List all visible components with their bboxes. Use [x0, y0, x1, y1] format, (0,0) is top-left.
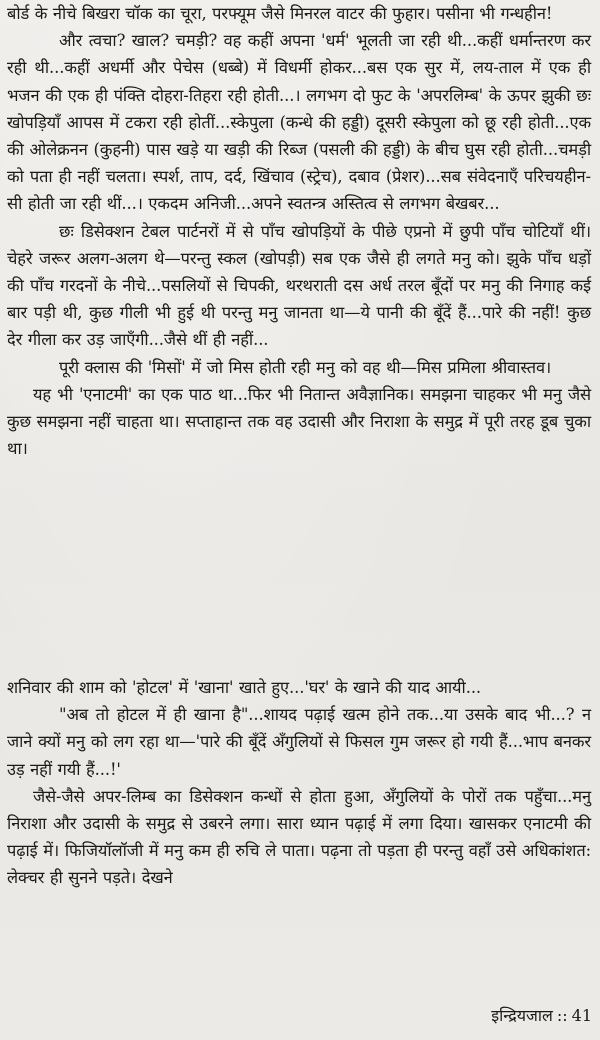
- page-number: 41: [571, 1006, 592, 1025]
- paragraph: "अब तो होटल में ही खाना है"...शायद पढ़ाई खत्म होने तक...या उसके बाद भी...? न जाने क्यों मनु को लग रहा था—'पारे की बूँदें अँगुलियों से फिसल गुम जरूर हो गयी हैं...भाप बनकर उड़ नहीं गयी हैं...!': [7, 705, 591, 779]
- text-block-bottom: [7, 674, 591, 892]
- paragraph: छः डिसेक्शन टेबल पार्टनरों में से पाँच खोपड़ियों के पीछे एप्रनो में छुपी पाँच चोटियाँ थीं। चेहरे जरूर अलग-अलग थे—परन्तु स्कल (खोपड़ी) सब एक जैसे ही लगते मनु को। झुके पाँच धड़ों की पाँच गरदनों के नीचे...पसलियों से चिपकी, थरथराती दस अर्ध तरल बूँदों पर मनु की निगाह कई बार पड़ी थी, कुछ गीली भी हुई थी परन्तु मनु जानता था—ये पानी की बूँदें हैं...पारे की नहीं! कुछ देर गीला कर उड़ जाएँगी...जैसे थीं ही नहीं...: [7, 221, 591, 350]
- paragraph: बोर्ड के नीचे बिखरा चॉक का चूरा, परफ्यूम जैसे मिनरल वाटर की फुहार। पसीना भी गन्धहीन!: [7, 4, 553, 23]
- paragraph: पूरी क्लास की 'मिसों' में जो मिस होती रही मनु को वह थी—मिस प्रमिला श्रीवास्तव।: [59, 357, 552, 377]
- page-footer: [491, 1006, 592, 1026]
- paragraph: और त्वचा? खाल? चमड़ी? वह कहीं अपना 'धर्म' भूलती जा रही थी...कहीं धर्मान्तरण कर रही थी...कहीं अधर्मी और पेचेस (धब्बे) में विधर्मी होकर...बस एक सुर में, लय-ताल में एक ही भजन की एक ही पंक्ति दोहरा-तिहरा रही होती...। लगभग दो फुट के 'अपरलिम्ब' के ऊपर झुकी छः खोपड़ियाँ आपस में टकरा रही होतीं...स्केपुला (कन्धे की हड्डी) दूसरी स्केपुला को छू रही होती...एक की ओलेक्रनन (कुहनी) पास खड़े या खड़ी की रिब्ज (पसली की हड्डी) के बीच घुस रही होती...चमड़ी को पता ही नहीं चलता। स्पर्श, ताप, दर्द, खिंचाव (स्ट्रेच), दबाव (प्रेशर)...सब संवेदनाएँ परिचयहीन-सी होती जा रही थीं...। एकदम अनिजी...अपने स्वतन्त्र अस्तित्व से लगभग बेखबर...: [7, 31, 591, 214]
- text-block-top: [7, 0, 591, 462]
- paragraph: जैसे-जैसे अपर-लिम्ब का डिसेक्शन कन्धों से होता हुआ, अँगुलियों के पोरों तक पहुँचा...मनु निराशा और उदासी के समुद्र से उबरने लगा। सारा ध्यान पढ़ाई में लगा दिया। खासकर एनाटमी की पढ़ाई में। फिजियॉलॉजी में मनु कम ही रुचि ले पाता। पढ़ना तो पड़ता ही परन्तु वहाँ उसे अधिकांशत: लेक्चर ही सुनने पड़ते। देखने: [7, 786, 591, 888]
- book-title: इन्द्रियजाल: [491, 1006, 553, 1025]
- paragraph: यह भी 'एनाटमी' का एक पाठ था...फिर भी नितान्त अवैज्ञानिक। समझना चाहकर भी मनु जैसे कुछ समझना नहीं चाहता था। सप्ताहान्त तक वह उदासी और निराशा के समुद्र में पूरी तरह डूब चुका था।: [7, 384, 591, 459]
- footer-separator: ::: [556, 1006, 568, 1025]
- paragraph: शनिवार की शाम को 'होटल' में 'खाना' खाते हुए...'घर' के खाने की याद आयी...: [7, 678, 482, 697]
